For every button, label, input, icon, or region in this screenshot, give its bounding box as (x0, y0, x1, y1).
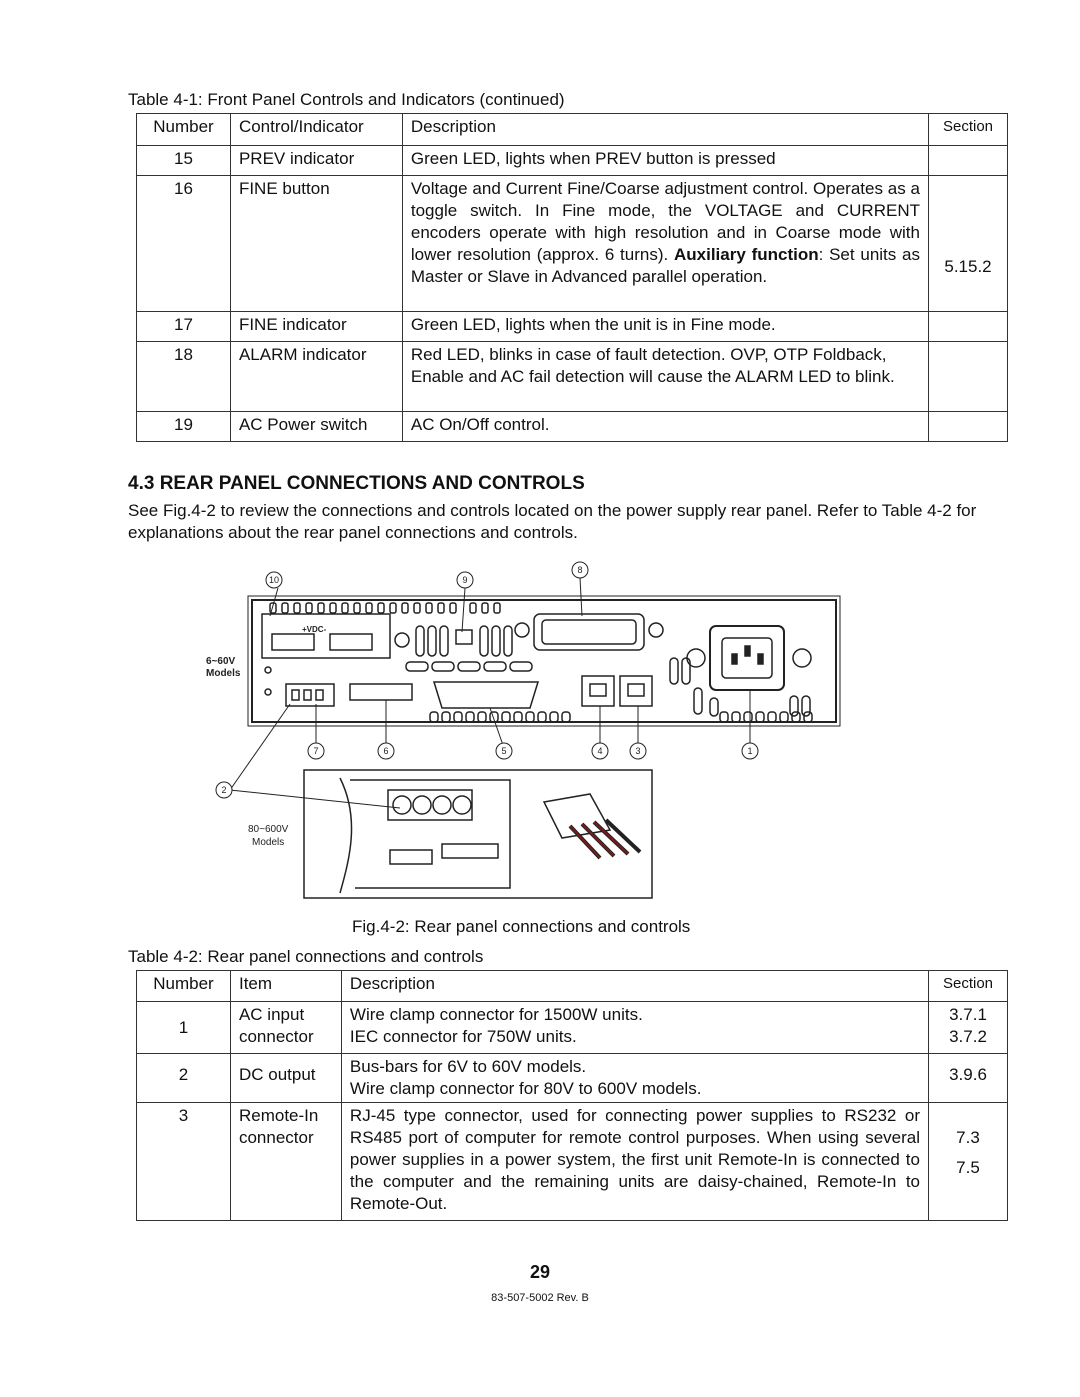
row-section (928, 312, 1007, 342)
table-row (137, 342, 1008, 412)
row-number: 2 (137, 1054, 231, 1103)
section-ref: 3.7.1 (949, 1005, 987, 1024)
header-description: Description (402, 114, 928, 146)
header-control: Control/Indicator (230, 114, 402, 146)
row-section: 5.15.2 (928, 176, 1007, 312)
description-line: IEC connector for 750W units. (349, 1027, 577, 1046)
row-number: 16 (137, 176, 231, 312)
row-control: FINE indicator (230, 312, 402, 342)
table-row (137, 146, 1008, 176)
table-row (137, 1054, 1008, 1103)
section-heading: 4.3 REAR PANEL CONNECTIONS AND CONTROLS (128, 473, 585, 494)
row-description (341, 1054, 928, 1103)
row-item: Remote-In connector (230, 1103, 341, 1221)
callout-8: 8 (577, 565, 583, 575)
label-6-60v-models: Models (206, 668, 241, 679)
inset-80-600v (304, 770, 652, 898)
header-description: Description (341, 971, 928, 1002)
section-ref: 7.3 (956, 1128, 980, 1147)
row-section: 3.9.6 (929, 1054, 1008, 1103)
remote-in-connector (620, 676, 652, 706)
page-number: 29 (529, 1262, 551, 1282)
header-section: Section (928, 114, 1007, 146)
row-item: AC input connector (230, 1002, 341, 1054)
dc-output-busbars (262, 614, 390, 658)
row-description: Red LED, blinks in case of fault detection. OVP, OTP Foldback, Enable and AC fail detection will cause the ALARM LED to blink. (402, 342, 928, 412)
callout-1: 1 (747, 746, 753, 756)
rear-panel-figure (190, 558, 850, 903)
row-control: PREV indicator (230, 146, 402, 176)
rear-panel-table (136, 970, 1008, 1221)
description-line: Bus-bars for 6V to 60V models. (349, 1057, 587, 1076)
callout-6: 6 (383, 746, 389, 756)
intro-paragraph: See Fig.4-2 to review the connections and controls located on the power supply rear panel. Refer to Table 4-2 for explanations about the rear panel connections and controls. (128, 501, 977, 542)
callout-3: 3 (635, 746, 641, 756)
row-description: AC On/Off control. (402, 412, 928, 442)
row-description: Green LED, lights when the unit is in Fine mode. (402, 312, 928, 342)
row-section (928, 342, 1007, 412)
db25-connector (434, 682, 538, 708)
auxiliary-function-label: Auxiliary function (674, 245, 819, 264)
row-number: 19 (137, 412, 231, 442)
rear-panel-chassis (252, 600, 836, 722)
table1-caption: Table 4-1: Front Panel Controls and Indicators (continued) (128, 90, 565, 109)
row-section (929, 1103, 1008, 1221)
header-number: Number (137, 971, 231, 1002)
figure-caption: Fig.4-2: Rear panel connections and controls (352, 917, 691, 936)
table-header-row (137, 971, 1008, 1002)
table-row (137, 1002, 1008, 1054)
row-description (341, 1002, 928, 1054)
vent-slots (270, 603, 500, 613)
row-section (929, 1002, 1008, 1054)
description-line: Wire clamp connector for 1500W units. (349, 1005, 643, 1024)
section-ref: 3.7.2 (949, 1027, 987, 1046)
row-number: 15 (137, 146, 231, 176)
table-row (137, 1103, 1008, 1221)
row-section (928, 146, 1007, 176)
vdc-label: +VDC- (302, 625, 327, 634)
row-description: Green LED, lights when PREV button is pressed (402, 146, 928, 176)
row-number: 18 (137, 342, 231, 412)
table-header-row (137, 114, 1008, 146)
ac-inlet (710, 626, 784, 690)
table-row (137, 176, 1008, 312)
header-number: Number (137, 114, 231, 146)
callout-10: 10 (268, 575, 280, 585)
header-section: Section (929, 971, 1008, 1002)
row-number: 1 (137, 1002, 231, 1054)
row-number: 17 (137, 312, 231, 342)
dip-switch-9 (456, 630, 472, 644)
section-ref: 7.5 (956, 1158, 980, 1177)
sense-terminal (286, 684, 334, 706)
label-80-600v: 80~600V (248, 824, 289, 835)
document-number: 83-507-5002 Rev. B (491, 1292, 589, 1304)
table2-caption: Table 4-2: Rear panel connections and controls (128, 947, 484, 966)
callout-9: 9 (462, 575, 468, 585)
row-number: 3 (137, 1103, 231, 1221)
row-control: FINE button (230, 176, 402, 312)
header-item: Item (230, 971, 341, 1002)
front-panel-table (136, 113, 1008, 442)
row-description: RJ-45 type connector, used for connecting power supplies to RS232 or RS485 port of computer for remote control purposes. When using several power supplies in a power system, the first unit Remote-In is connected to the computer and the remaining units are daisy-chained, Remote-In to Remote-Out. (341, 1103, 928, 1221)
row-section (928, 412, 1007, 442)
auxiliary-function-text: : Set units as Master or Slave in Advanced parallel operation. (410, 245, 920, 286)
callout-7: 7 (313, 746, 319, 756)
table-row (137, 312, 1008, 342)
row-control: ALARM indicator (230, 342, 402, 412)
row-description (402, 176, 928, 312)
table-row (137, 412, 1008, 442)
label-6-60v: 6~60V (206, 656, 236, 667)
description-line: Wire clamp connector for 80V to 600V models. (349, 1079, 702, 1098)
label-80-600v-models: Models (252, 837, 285, 848)
remote-out-connector (582, 676, 614, 706)
row-description-main: Voltage and Current Fine/Coarse adjustment control. Operates as a toggle switch. In Fine mode, the VOLTAGE and CURRENT encoders operate with high resolution and in Coarse mode with lower resolution (approx. 6 turns). (410, 179, 920, 264)
dip-switch-block (350, 684, 412, 700)
callout-5: 5 (501, 746, 507, 756)
row-item: DC output (230, 1054, 341, 1103)
callout-4: 4 (597, 746, 603, 756)
callout-2: 2 (221, 785, 227, 795)
row-control: AC Power switch (230, 412, 402, 442)
